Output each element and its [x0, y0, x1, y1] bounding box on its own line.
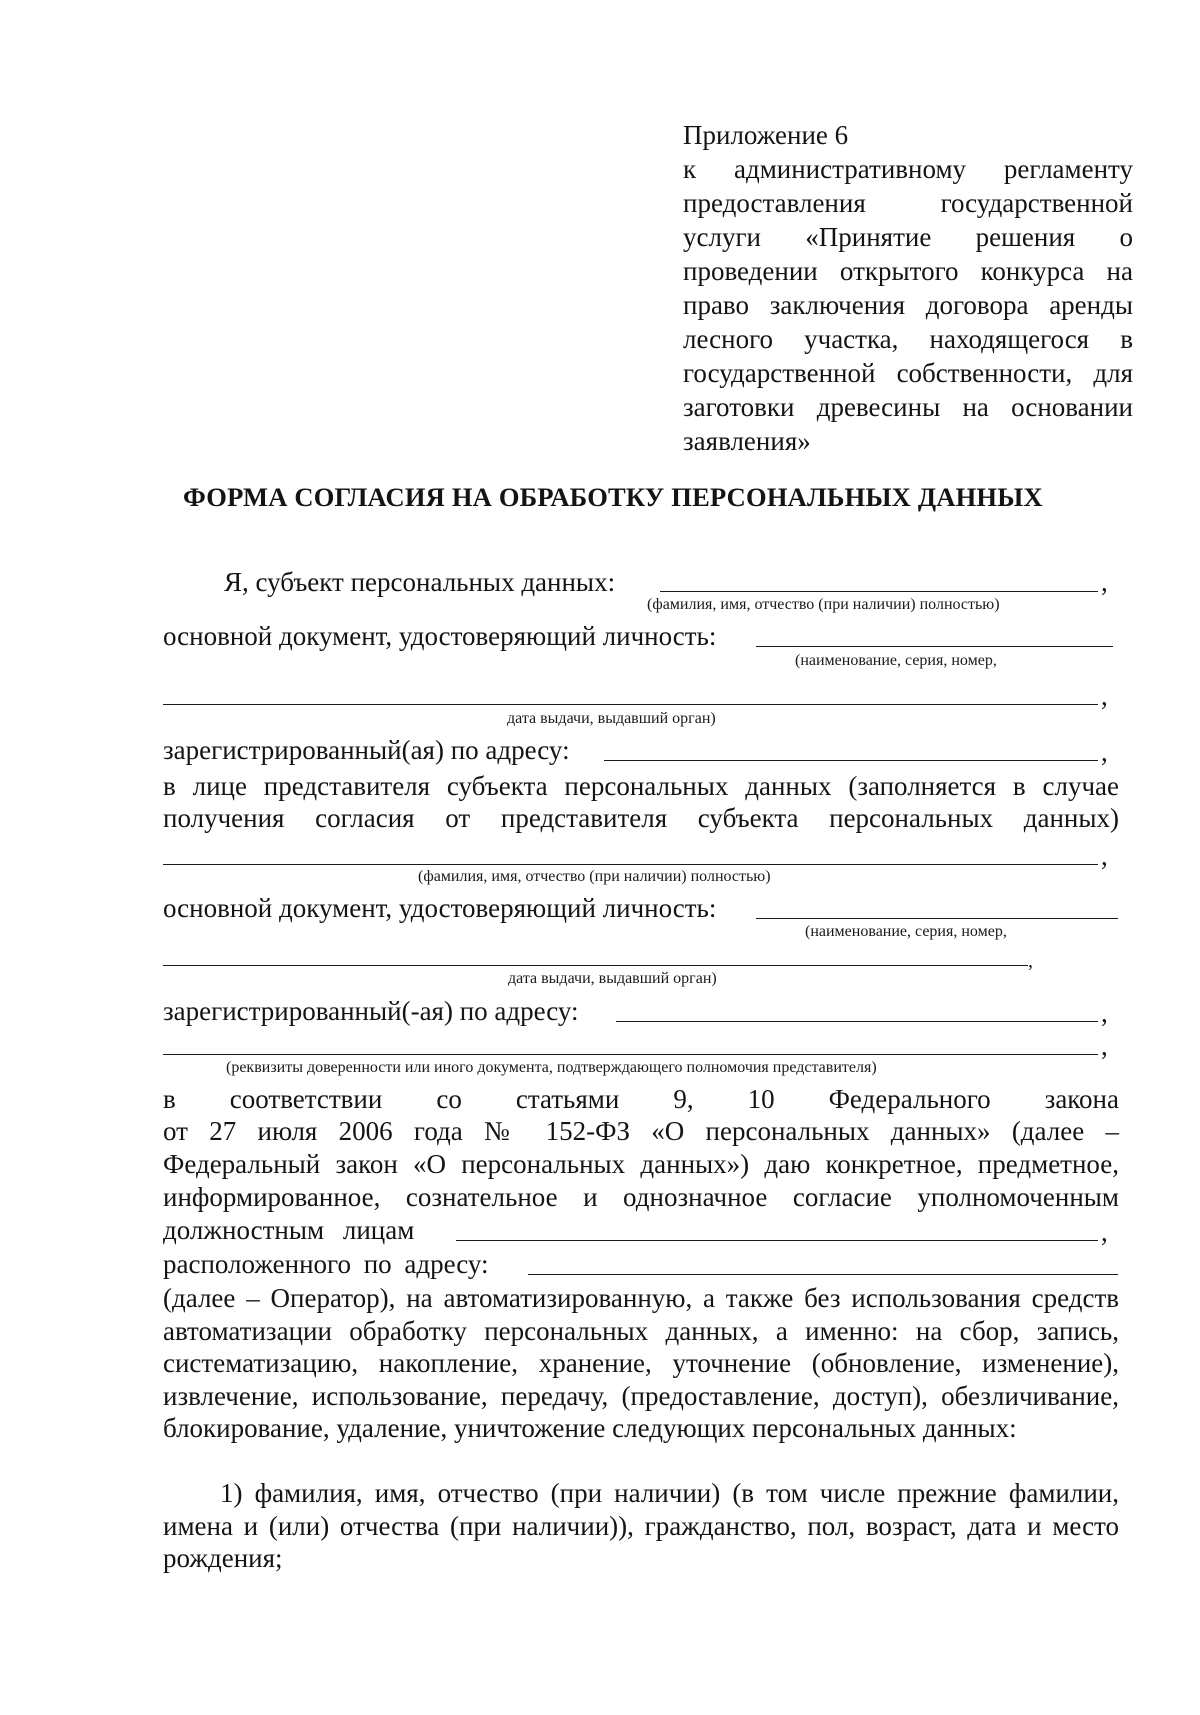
operator-address-field[interactable]	[528, 1274, 1118, 1275]
power-of-attorney-field[interactable]	[163, 1054, 1098, 1055]
appendix-body: к административному регламенту предоставления государственной услуги «Принятие решения о проведении открытого конкурса на право заключения договора аренды лесного участка, находящегося в государственной собственности, для заготовки древесины на основании заявления»	[683, 154, 1133, 456]
consent-line-1: в соответствии со статьями 9, 10 Федерального закона	[163, 1084, 1119, 1114]
subject-name-field[interactable]	[660, 591, 1098, 592]
doc-label: основной документ, удостоверяющий личность:	[163, 621, 717, 651]
officials-label: должностным лицам	[163, 1215, 415, 1245]
comma: ,	[1028, 950, 1033, 972]
rep-doc-field[interactable]	[756, 918, 1118, 919]
rep-line-1: в лице представителя субъекта персональных данных (заполняется в случае	[163, 771, 1119, 801]
address-label: зарегистрированный(ая) по адресу:	[163, 735, 570, 765]
comma: ,	[1101, 841, 1108, 871]
appendix-block	[683, 118, 1133, 458]
located-label: расположенного по адресу:	[163, 1249, 489, 1279]
comma: ,	[1101, 998, 1108, 1028]
rep-line-2: получения согласия от представителя субъекта персональных данных)	[163, 803, 1119, 833]
rep-doc-caption-2: дата выдачи, выдавший орган)	[508, 970, 717, 987]
rep-address-label: зарегистрированный(-ая) по адресу:	[163, 996, 579, 1026]
subject-doc-field[interactable]	[756, 646, 1113, 647]
comma: ,	[1101, 567, 1108, 597]
subject-address-field[interactable]	[604, 760, 1098, 761]
rep-caption: (фамилия, имя, отчество (при наличии) полностью)	[418, 868, 771, 885]
consent-line-2: от 27 июля 2006 года № 152-ФЗ «О персональных данных» (далее –	[163, 1116, 1119, 1146]
subject-label: Я, субъект персональных данных:	[224, 567, 616, 597]
consent-line-4: информированное, сознательное и однозначное согласие уполномоченным	[163, 1182, 1119, 1212]
rep-doc-caption: (наименование, серия, номер,	[805, 923, 1007, 940]
subject-caption: (фамилия, имя, отчество (при наличии) полностью)	[647, 596, 1000, 613]
form-title: ФОРМА СОГЛАСИЯ НА ОБРАБОТКУ ПЕРСОНАЛЬНЫХ ДАННЫХ	[183, 482, 1043, 512]
comma: ,	[1101, 1031, 1108, 1061]
comma: ,	[1101, 737, 1108, 767]
rep-address-field[interactable]	[616, 1021, 1098, 1022]
comma: ,	[1101, 1217, 1108, 1247]
doc-caption: (наименование, серия, номер,	[795, 652, 997, 669]
rep-doc-label: основной документ, удостоверяющий личность:	[163, 893, 717, 923]
officials-field[interactable]	[456, 1240, 1098, 1241]
appendix-title: Приложение 6	[683, 120, 849, 150]
subject-doc-field-cont[interactable]	[163, 704, 1098, 705]
comma: ,	[1101, 681, 1108, 711]
consent-body: (далее – Оператор), на автоматизированную, а также без использования средств автоматизации обработку персональных данных, а именно: на сбор, запись, систематизацию, накопление, хранение, уточнение (обновление, изменение), извлечение, использование, передачу, (предоставление, доступ), обезличивание, блокирование, удаление, уничтожение следующих персональных данных:	[163, 1283, 1119, 1443]
consent-item-1: 1) фамилия, имя, отчество (при наличии) (в том числе прежние фамилии, имена и (или) отчества (при наличии)), гражданство, пол, возраст, дата и место рождения;	[163, 1478, 1119, 1573]
consent-line-3: Федеральный закон «О персональных данных») даю конкретное, предметное,	[163, 1149, 1119, 1179]
doc-caption-2: дата выдачи, выдавший орган)	[507, 710, 716, 727]
rep-doc-field-cont[interactable]	[163, 965, 1028, 966]
rep-name-field[interactable]	[163, 864, 1098, 865]
power-caption: (реквизиты доверенности или иного документа, подтверждающего полномочия представителя)	[226, 1059, 877, 1076]
